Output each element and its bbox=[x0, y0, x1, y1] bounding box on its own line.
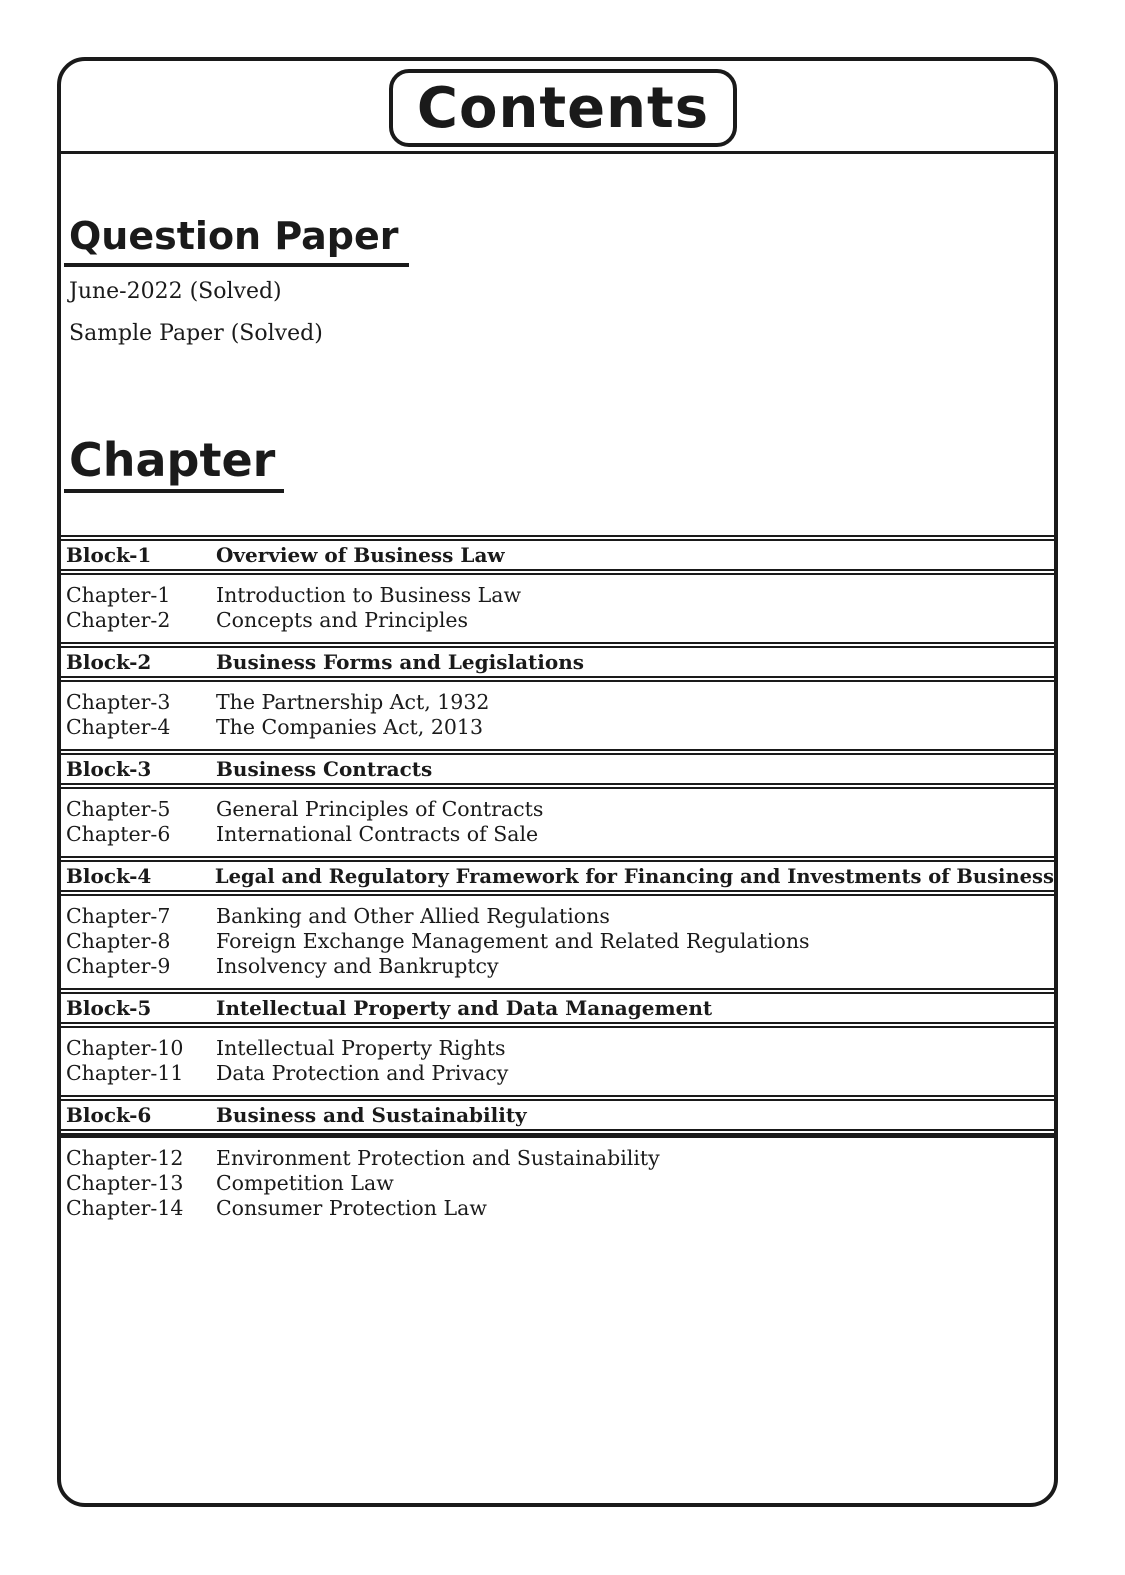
block-number: Block-6 bbox=[66, 1103, 152, 1127]
chapter-number: Chapter-6 bbox=[66, 821, 171, 846]
question-paper-item[interactable]: Sample Paper (Solved) bbox=[69, 321, 323, 346]
block-row[interactable] bbox=[61, 642, 1054, 682]
question-paper-item[interactable]: June-2022 (Solved) bbox=[69, 279, 282, 304]
chapter-title: The Partnership Act, 1932 bbox=[216, 689, 490, 714]
page-title: Contents bbox=[389, 69, 737, 147]
toc-table bbox=[61, 535, 1054, 1230]
block-row[interactable] bbox=[61, 749, 1054, 789]
chapter-title: Concepts and Principles bbox=[216, 607, 469, 632]
chapter-number: Chapter-13 bbox=[66, 1170, 184, 1195]
chapter-group bbox=[61, 575, 1054, 642]
chapter-number: Chapter-1 bbox=[66, 582, 171, 607]
block-row[interactable] bbox=[61, 988, 1054, 1028]
chapter-number: Chapter-3 bbox=[66, 689, 171, 714]
chapter-row[interactable] bbox=[61, 714, 1054, 739]
chapter-row[interactable] bbox=[61, 928, 1054, 953]
chapter-row[interactable] bbox=[61, 1170, 1054, 1195]
chapter-group bbox=[61, 1135, 1054, 1230]
chapter-title: Foreign Exchange Management and Related Regulations bbox=[216, 928, 810, 953]
chapter-row[interactable] bbox=[61, 1060, 1054, 1085]
block-title: Intellectual Property and Data Management bbox=[216, 996, 713, 1020]
chapter-title: Environment Protection and Sustainability bbox=[216, 1145, 660, 1170]
chapter-title: Competition Law bbox=[216, 1170, 394, 1195]
chapter-number: Chapter-12 bbox=[66, 1145, 184, 1170]
chapter-row[interactable] bbox=[61, 953, 1054, 978]
chapter-number: Chapter-11 bbox=[66, 1060, 184, 1085]
block-number: Block-2 bbox=[66, 650, 152, 674]
chapter-title: The Companies Act, 2013 bbox=[216, 714, 483, 739]
question-paper-underline bbox=[64, 263, 409, 267]
block-row[interactable] bbox=[61, 535, 1054, 575]
title-divider bbox=[61, 151, 1054, 154]
chapter-number: Chapter-2 bbox=[66, 607, 171, 632]
chapter-title: Introduction to Business Law bbox=[216, 582, 522, 607]
chapter-title: Banking and Other Allied Regulations bbox=[216, 903, 610, 928]
block-title: Legal and Regulatory Framework for Financing and Investments of Business bbox=[214, 864, 1054, 888]
block-number: Block-4 bbox=[66, 864, 152, 888]
chapter-title: Data Protection and Privacy bbox=[216, 1060, 509, 1085]
chapter-row[interactable] bbox=[61, 582, 1054, 607]
block-number: Block-3 bbox=[66, 757, 152, 781]
question-paper-heading: Question Paper bbox=[69, 214, 399, 258]
chapter-number: Chapter-9 bbox=[66, 953, 171, 978]
chapter-number: Chapter-10 bbox=[66, 1035, 184, 1060]
block-number: Block-5 bbox=[66, 996, 152, 1020]
chapter-title: International Contracts of Sale bbox=[216, 821, 539, 846]
chapter-row[interactable] bbox=[61, 689, 1054, 714]
block-title: Business Forms and Legislations bbox=[216, 650, 585, 674]
chapter-title: General Principles of Contracts bbox=[216, 796, 544, 821]
chapter-number: Chapter-4 bbox=[66, 714, 171, 739]
block-title: Overview of Business Law bbox=[216, 543, 505, 567]
chapter-number: Chapter-7 bbox=[66, 903, 171, 928]
chapter-row[interactable] bbox=[61, 1035, 1054, 1060]
block-number: Block-1 bbox=[66, 543, 152, 567]
chapter-row[interactable] bbox=[61, 1145, 1054, 1170]
block-title: Business Contracts bbox=[216, 757, 433, 781]
chapter-group bbox=[61, 789, 1054, 856]
chapter-group bbox=[61, 896, 1054, 988]
chapter-row[interactable] bbox=[61, 821, 1054, 846]
chapter-title: Consumer Protection Law bbox=[216, 1195, 487, 1220]
chapter-row[interactable] bbox=[61, 607, 1054, 632]
chapter-title: Intellectual Property Rights bbox=[216, 1035, 506, 1060]
chapter-row[interactable] bbox=[61, 903, 1054, 928]
contents-frame bbox=[57, 57, 1058, 1507]
chapter-row[interactable] bbox=[61, 1195, 1054, 1220]
chapter-group bbox=[61, 1028, 1054, 1095]
block-row[interactable] bbox=[61, 856, 1054, 896]
chapter-title: Insolvency and Bankruptcy bbox=[216, 953, 499, 978]
block-row[interactable] bbox=[61, 1095, 1054, 1135]
block-title: Business and Sustainability bbox=[216, 1103, 527, 1127]
chapter-number: Chapter-5 bbox=[66, 796, 171, 821]
chapter-row[interactable] bbox=[61, 796, 1054, 821]
chapter-group bbox=[61, 682, 1054, 749]
chapter-number: Chapter-14 bbox=[66, 1195, 184, 1220]
chapter-heading: Chapter bbox=[69, 433, 276, 487]
chapter-underline bbox=[64, 489, 284, 493]
chapter-number: Chapter-8 bbox=[66, 928, 171, 953]
